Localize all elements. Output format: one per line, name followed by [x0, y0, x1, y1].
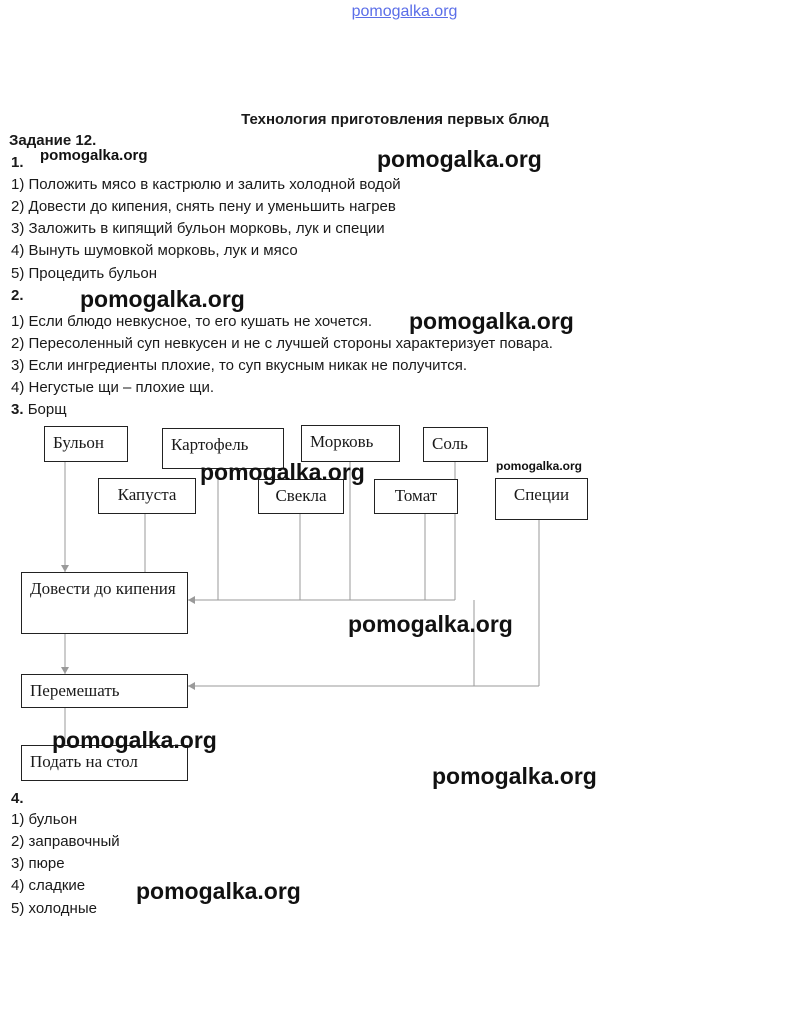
step-box: Перемешать: [21, 674, 188, 708]
watermark: pomogalka.org: [348, 611, 513, 637]
watermark: pomogalka.org: [40, 147, 148, 164]
q4-item: 1) бульон: [11, 811, 78, 828]
q1-item: 4) Вынуть шумовкой морковь, лук и мясо: [11, 242, 298, 259]
step-box: Довести до кипения: [21, 572, 188, 634]
watermark: pomogalka.org: [377, 146, 542, 172]
ingredient-box: Свекла: [258, 479, 344, 514]
q4-item: 4) сладкие: [11, 877, 86, 894]
q2-item: 1) Если блюдо невкусное, то его кушать не хочется.: [11, 313, 373, 330]
q1-item: 3) Заложить в кипящий бульон морковь, лук и специи: [11, 220, 385, 237]
arrow-head: [188, 596, 195, 604]
q3-number: 3.: [11, 401, 24, 418]
watermark: pomogalka.org: [432, 763, 597, 789]
arrow-head: [61, 565, 69, 572]
q1-item: 1) Положить мясо в кастрюлю и залить холодной водой: [11, 176, 401, 193]
step-box: Подать на стол: [21, 745, 188, 781]
q4-number: 4.: [11, 790, 24, 807]
task-heading: Задание 12.: [9, 132, 97, 149]
q4-item: 3) пюре: [11, 855, 65, 872]
q2-item: 3) Если ингредиенты плохие, то суп вкусным никак не получится.: [11, 357, 468, 374]
arrow-head: [61, 667, 69, 674]
q2-item: 2) Пересоленный суп невкусен и не с лучшей стороны характеризует повара.: [11, 335, 553, 352]
ingredient-box: Картофель: [162, 428, 284, 469]
ingredient-box: Морковь: [301, 425, 400, 462]
ingredient-box: Томат: [374, 479, 458, 514]
watermark: pomogalka.org: [136, 878, 301, 904]
q4-item: 2) заправочный: [11, 833, 120, 850]
watermark: pomogalka.org: [409, 308, 574, 334]
page-title: Технология приготовления первых блюд: [241, 111, 549, 128]
q1-number: 1.: [11, 154, 24, 171]
ingredient-box: Специи: [495, 478, 588, 520]
watermark: pomogalka.org: [52, 727, 217, 753]
arrow-head: [188, 682, 195, 690]
q1-item: 5) Процедить бульон: [11, 265, 158, 282]
ingredient-box: Бульон: [44, 426, 128, 462]
q4-item: 5) холодные: [11, 900, 97, 917]
q2-number: 2.: [11, 287, 24, 304]
q1-item: 2) Довести до кипения, снять пену и уменьшить нагрев: [11, 198, 396, 215]
ingredient-box: Капуста: [98, 478, 196, 514]
watermark: pomogalka.org: [200, 459, 365, 485]
watermark: pomogalka.org: [80, 286, 245, 312]
q3-label: Борщ: [27, 401, 67, 418]
watermark: pomogalka.org: [496, 459, 583, 473]
site-link[interactable]: pomogalka.org: [351, 3, 458, 20]
ingredient-box: Соль: [423, 427, 488, 462]
q2-item: 4) Негустые щи – плохие щи.: [11, 379, 215, 396]
